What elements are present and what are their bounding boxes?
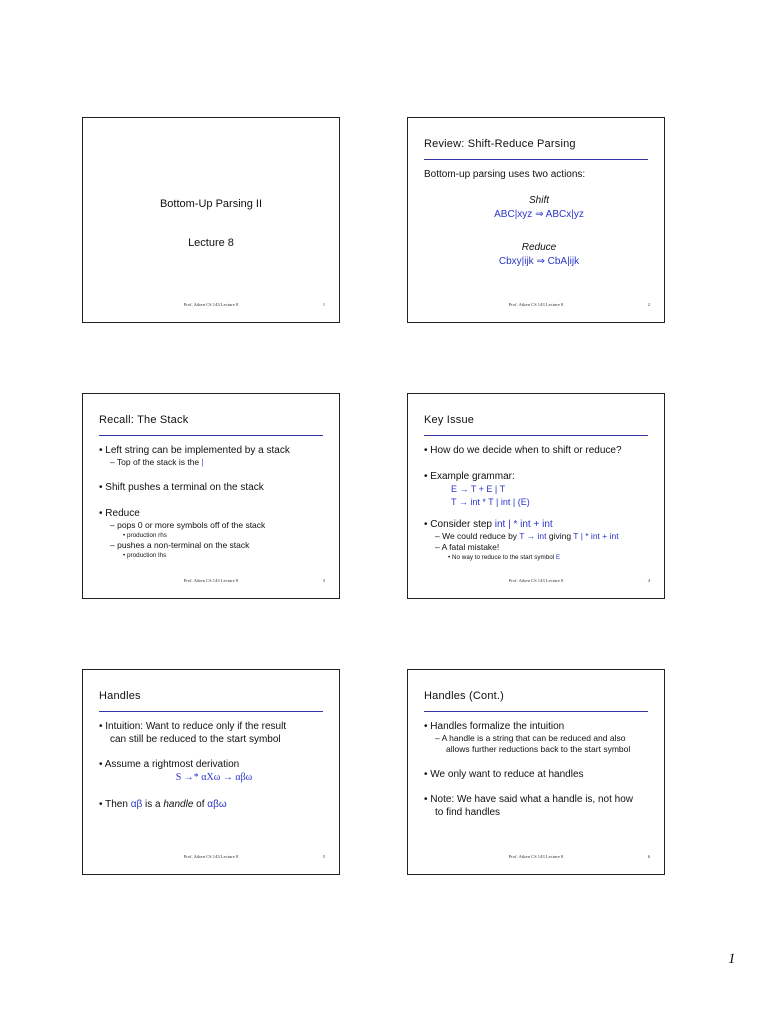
bullet-item: • We only want to reduce at handles (424, 769, 584, 780)
bullet-item: • Left string can be implemented by a stack (99, 445, 290, 456)
bullet-item: • How do we decide when to shift or reduce? (424, 445, 622, 456)
page-number: 1 (728, 951, 736, 967)
bullet-item: • Then αβ is a handle of αβω (99, 799, 227, 810)
bullet-item: • Note: We have said what a handle is, not how (424, 794, 633, 805)
sub-sub-item: • production rhs (123, 532, 167, 539)
slide-2 (407, 117, 665, 323)
slide-body (424, 444, 654, 562)
slide-footer (408, 578, 664, 588)
bullet-item: • Assume a rightmost derivation (99, 759, 240, 770)
slide-footer (83, 578, 339, 588)
title-rule (99, 435, 323, 436)
slide-number: 6 (647, 854, 650, 859)
slide-number: 1 (322, 302, 325, 307)
footer-label: Prof. Aiken CS 143 Lecture 8 (508, 854, 564, 859)
shift-label: Shift (528, 195, 549, 206)
bullet-item: • Reduce (99, 508, 140, 519)
sub-item: – pushes a non-terminal on the stack (110, 540, 250, 550)
sub-item: – A fatal mistake! (435, 542, 500, 552)
reduce-label: Reduce (521, 242, 557, 253)
footer-label: Prof. Aiken CS 143 Lecture 8 (183, 302, 239, 307)
slide-body (424, 720, 654, 819)
slide-body (424, 168, 654, 268)
slide-5 (82, 669, 340, 875)
slide-number: 4 (647, 578, 650, 583)
intro-text: Bottom-up parsing uses two actions: (424, 169, 586, 180)
footer-label: Prof. Aiken CS 143 Lecture 8 (183, 854, 239, 859)
title-rule (424, 711, 648, 712)
bullet-item: • Shift pushes a terminal on the stack (99, 482, 264, 493)
bullet-item: • Example grammar: (424, 471, 515, 482)
sub-item: – We could reduce by T → int giving T | * int + int (435, 531, 619, 541)
slide-number: 5 (322, 854, 325, 859)
footer-label: Prof. Aiken CS 143 Lecture 8 (508, 578, 564, 583)
sub-item: – A handle is a string that can be reduced and also (435, 733, 626, 743)
sub-item: – pops 0 or more symbols off of the stack (110, 520, 266, 530)
slide-4 (407, 393, 665, 599)
derivation-formula: S →* αXω → αβω (175, 772, 253, 783)
slide-title: Recall: The Stack (99, 414, 189, 426)
slide-title: Handles (99, 690, 141, 702)
slide-footer (83, 302, 339, 312)
slide-number: 3 (322, 578, 325, 583)
slide-3 (82, 393, 340, 599)
shift-example: ABC|xyz ⇒ ABCx|yz (494, 209, 584, 220)
title-rule (424, 159, 648, 160)
slide-6 (407, 669, 665, 875)
bullet-item: • Handles formalize the intuition (424, 721, 565, 732)
slide-body (99, 720, 329, 811)
reduce-example: Cbxy|ijk ⇒ CbA|ijk (498, 256, 580, 267)
bullet-item: • Consider step int | * int + int (424, 519, 553, 530)
stack-marker: | (201, 457, 204, 467)
grammar-rule: E → T + E | T (451, 484, 506, 494)
bullet-item: • Intuition: Want to reduce only if the result (99, 721, 287, 732)
footer-label: Prof. Aiken CS 143 Lecture 8 (508, 302, 564, 307)
sub-item: – Top of the stack is the | (110, 457, 204, 467)
title-rule (99, 711, 323, 712)
sub-item-continuation: allows further reductions back to the start symbol (446, 744, 631, 754)
slide-footer (83, 854, 339, 864)
slide-title: Handles (Cont.) (424, 690, 505, 702)
slide-subtitle: Lecture 8 (188, 237, 234, 249)
slide-footer (408, 302, 664, 312)
slide-body (99, 444, 329, 560)
footer-label: Prof. Aiken CS 143 Lecture 8 (183, 578, 239, 583)
slide-title: Review: Shift-Reduce Parsing (424, 138, 576, 150)
title-rule (424, 435, 648, 436)
grammar-rule: T → int * T | int | (E) (451, 497, 530, 507)
sub-sub-item: • production lhs (123, 552, 167, 559)
sub-sub-item: • No way to reduce to the start symbol E (448, 554, 561, 561)
slide-number: 2 (647, 302, 650, 307)
slide-footer (408, 854, 664, 864)
slide-1 (82, 117, 340, 323)
bullet-continuation: to find handles (435, 807, 501, 818)
bullet-continuation: can still be reduced to the start symbol (110, 734, 281, 745)
slide-title: Key Issue (424, 414, 475, 426)
slide-title: Bottom-Up Parsing II (159, 198, 263, 210)
step-example: int | * int + int (494, 519, 553, 530)
